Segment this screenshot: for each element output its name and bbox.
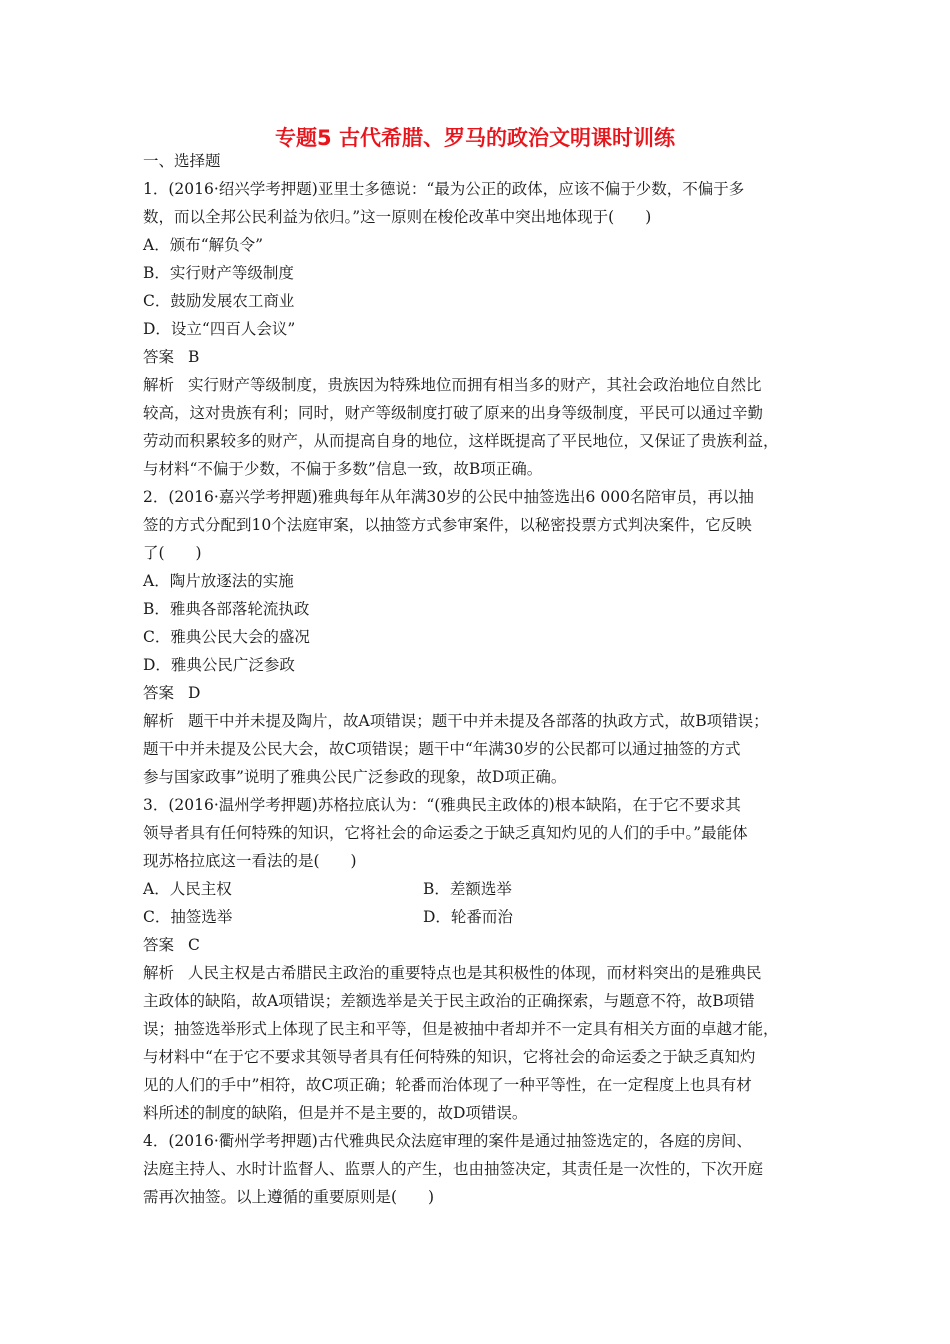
analysis-text: 较高，这对贵族有利；同时，财产等级制度打破了原来的出身等级制度，平民可以通过辛勤 [143, 404, 764, 422]
analysis-text: 料所述的制度的缺陷，但是并不是主要的，故D项错误。 [143, 1104, 528, 1122]
option-b: B．差额选举 [423, 880, 512, 898]
option-row [143, 903, 823, 931]
option-d: D．设立“四百人会议” [143, 320, 296, 338]
answer-label: 答案 [143, 684, 175, 702]
question-stem-line: 现苏格拉底这一看法的是( ) [143, 852, 357, 870]
analysis-label: 解析 [143, 964, 175, 982]
question-stem-line: 4．(2016·衢州学考押题)古代雅典民众法庭审理的案件是通过抽签选定的，各庭的房间、 [143, 1132, 752, 1150]
analysis-line [143, 707, 823, 735]
answer-label: 答案 [143, 348, 175, 366]
answer-line [143, 679, 823, 707]
answer-value: D [188, 684, 201, 702]
question-stem-line: 1．(2016·绍兴学考押题)亚里士多德说：“最为公正的政体，应该不偏于少数，不偏于多 [143, 180, 745, 198]
option-a: A．人民主权 [143, 880, 232, 898]
answer-label: 答案 [143, 936, 175, 954]
analysis-line [143, 959, 823, 987]
question-stem-line: 了( ) [143, 544, 202, 562]
option-c: C．雅典公民大会的盛况 [143, 628, 310, 646]
question-stem-line: 数，而以全邦公民利益为依归。”这一原则在梭伦改革中突出地体现于( ) [143, 208, 652, 226]
option-b: B．实行财产等级制度 [143, 264, 294, 282]
analysis-text: 与材料“不偏于少数，不偏于多数”信息一致，故B项正确。 [143, 460, 543, 478]
analysis-text: 劳动而积累较多的财产，从而提高自身的地位，这样既提高了平民地位，又保证了贵族利益， [143, 432, 779, 450]
option-b: B．雅典各部落轮流执政 [143, 600, 310, 618]
option-d: D．雅典公民广泛参政 [143, 656, 295, 674]
analysis-label: 解析 [143, 376, 175, 394]
analysis-text: 题干中并未提及陶片，故A项错误；题干中并未提及各部落的执政方式，故B项错误； [188, 712, 769, 730]
question-3 [143, 791, 823, 1127]
option-d: D．轮番而治 [423, 908, 513, 926]
question-stem-line: 需再次抽签。以上遵循的重要原则是( ) [143, 1188, 435, 1206]
question-stem-line: 3．(2016·温州学考押题)苏格拉底认为：“(雅典民主政体的)根本缺陷，在于它不要求其 [143, 796, 741, 814]
question-4 [143, 1127, 823, 1211]
analysis-text: 见的人们的手中”相符，故C项正确；轮番而治体现了一种平等性，在一定程度上也具有材 [143, 1076, 752, 1094]
analysis-text: 人民主权是古希腊民主政治的重要特点也是其积极性的体现，而材料突出的是雅典民 [188, 964, 762, 982]
option-a: A．陶片放逐法的实施 [143, 572, 294, 590]
analysis-text: 实行财产等级制度，贵族因为特殊地位而拥有相当多的财产，其社会政治地位自然比 [188, 376, 762, 394]
section-heading: 一、选择题 [143, 152, 221, 170]
analysis-label: 解析 [143, 712, 175, 730]
answer-line [143, 931, 823, 959]
option-c: C．鼓励发展农工商业 [143, 292, 295, 310]
question-stem-line: 领导者具有任何特殊的知识，它将社会的命运委之于缺乏真知灼见的人们的手中。”最能体 [143, 824, 748, 842]
analysis-text: 参与国家政事”说明了雅典公民广泛参政的现象，故D项正确。 [143, 768, 567, 786]
answer-line [143, 343, 823, 371]
option-c: C．抽签选举 [143, 908, 233, 926]
document-body [143, 147, 823, 1211]
answer-value: B [188, 348, 200, 366]
question-stem-line: 签的方式分配到10个法庭审案，以抽签方式参审案件，以秘密投票方式判决案件，它反映 [143, 516, 752, 534]
page-title: 专题5 古代希腊、罗马的政治文明课时训练 [275, 126, 675, 150]
option-row [143, 875, 823, 903]
question-stem-line: 法庭主持人、水时计监督人、监票人的产生，也由抽签决定，其责任是一次性的，下次开庭 [143, 1160, 764, 1178]
question-stem-line: 2．(2016·嘉兴学考押题)雅典每年从年满30岁的公民中抽签选出6 000名陪审员，再以抽 [143, 488, 754, 506]
option-a: A．颁布“解负令” [143, 236, 264, 254]
analysis-text: 题干中并未提及公民大会，故C项错误；题干中“年满30岁的公民都可以通过抽签的方式 [143, 740, 741, 758]
answer-value: C [188, 936, 200, 954]
analysis-text: 主政体的缺陷，故A项错误；差额选举是关于民主政治的正确探索，与题意不符，故B项错 [143, 992, 755, 1010]
question-1 [143, 175, 823, 483]
analysis-text: 误；抽签选举形式上体现了民主和平等，但是被抽中者却并不一定具有相关方面的卓越才能， [143, 1020, 779, 1038]
analysis-line [143, 371, 823, 399]
question-2 [143, 483, 823, 791]
analysis-text: 与材料中“在于它不要求其领导者具有任何特殊的知识，它将社会的命运委之于缺乏真知灼 [143, 1048, 756, 1066]
